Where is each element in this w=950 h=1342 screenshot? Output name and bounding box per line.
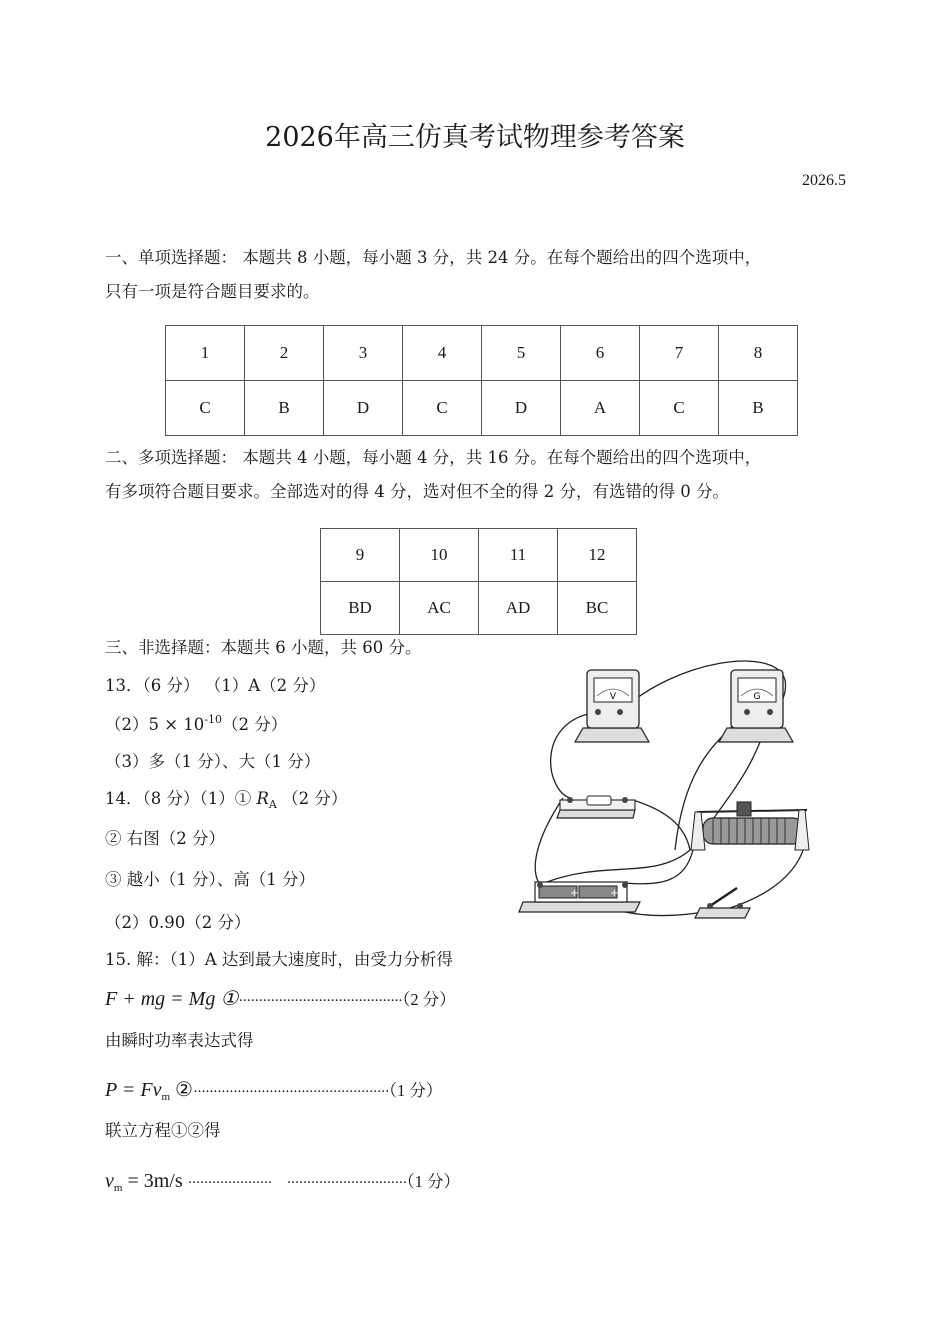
table-row-numbers	[166, 326, 798, 381]
question-number: 10	[400, 529, 479, 582]
answer-cell: BC	[558, 582, 637, 635]
equation-3-dots-1: ·····················	[187, 1175, 272, 1191]
q13-answer-2-suffix: （2 分）	[222, 715, 288, 734]
equation-3-subscript: m	[113, 1182, 123, 1194]
answer-cell: C	[403, 381, 482, 436]
question-number: 9	[321, 529, 400, 582]
section2-line1: 二、多项选择题： 本题共 4 小题，每小题 4 分，共 16 分。在每个题给出的四个选项中，	[105, 448, 762, 467]
question-number: 11	[479, 529, 558, 582]
table-row-answers	[166, 381, 798, 436]
section3-heading: 三、非选择题：本题共 6 小题，共 60 分。	[105, 638, 422, 657]
answer-cell: D	[324, 381, 403, 436]
galvanometer-label: G	[753, 692, 761, 702]
equation-3	[105, 1168, 460, 1194]
equation-3-rest: = 3m/s	[122, 1170, 188, 1192]
question-number: 12	[558, 529, 637, 582]
wire	[615, 850, 693, 884]
equation-2-mark: ②	[170, 1079, 193, 1101]
q13-answer-2-prefix: （2）5 × 10	[105, 715, 205, 734]
question-number: 6	[561, 326, 640, 381]
answer-cell: D	[482, 381, 561, 436]
q14-answer-1-prefix: 14．（8 分）（1）①	[105, 789, 257, 808]
equation-2-main: P = Fv	[105, 1079, 162, 1101]
answer-cell: C	[640, 381, 719, 436]
equation-3-dots-2: ······························	[286, 1175, 407, 1191]
question-number: 1	[166, 326, 245, 381]
battery-box	[519, 882, 640, 912]
switch	[695, 888, 750, 918]
question-number: 4	[403, 326, 482, 381]
table-row-answers	[321, 582, 637, 635]
equation-1-text: F + mg = Mg ①	[105, 988, 239, 1010]
power-expression-text: 由瞬时功率表达式得	[105, 1031, 254, 1050]
question-number: 7	[640, 326, 719, 381]
q14-answer-4: （2）0.90（2 分）	[105, 913, 251, 932]
question-number: 3	[324, 326, 403, 381]
table-row-numbers	[321, 529, 637, 582]
plus-icon: +	[570, 888, 579, 899]
section1-answer-table	[165, 325, 798, 436]
page-title: 2026年高三仿真考试物理参考答案	[265, 122, 685, 153]
section2-instructions	[105, 441, 761, 509]
question-number: 2	[245, 326, 324, 381]
q14-answer-3: ③ 越小（1 分）、高（1 分）	[105, 870, 315, 889]
answer-cell: BD	[321, 582, 400, 635]
q13-exponent: -10	[204, 713, 223, 726]
q14-answer-2: ② 右图（2 分）	[105, 829, 225, 848]
answer-cell: AC	[400, 582, 479, 635]
section2-answer-table	[320, 528, 637, 635]
resistor-board	[557, 796, 635, 818]
plus-icon: +	[610, 888, 619, 899]
wire	[633, 800, 690, 850]
equation-1	[105, 986, 456, 1011]
answer-cell: AD	[479, 582, 558, 635]
rheostat	[691, 802, 809, 850]
question-number: 5	[482, 326, 561, 381]
circuit-diagram	[515, 650, 815, 920]
section1-instructions	[105, 241, 761, 309]
q14-resistor-subscript: A	[268, 798, 277, 811]
combine-text: 联立方程①②得	[105, 1121, 221, 1140]
equation-1-dots: ·········································	[238, 993, 403, 1009]
equation-2-dots: ·················································	[192, 1084, 389, 1100]
q13-answer-1: 13．（6 分） （1）A（2 分）	[105, 676, 326, 695]
answer-cell: B	[245, 381, 324, 436]
q14-resistor-symbol: R	[256, 789, 269, 808]
equation-1-score: （2 分）	[402, 990, 456, 1009]
section1-line2: 只有一项是符合题目要求的。	[105, 282, 320, 301]
equation-3-v: v	[105, 1170, 114, 1192]
wire	[547, 850, 690, 882]
equation-2	[105, 1077, 442, 1103]
equation-2-score: （1 分）	[388, 1081, 443, 1100]
q13-answer-2	[105, 711, 287, 735]
voltmeter-label: V	[609, 692, 617, 702]
answer-cell: B	[719, 381, 798, 436]
equation-2-subscript: m	[161, 1091, 171, 1103]
voltmeter	[575, 670, 649, 742]
answer-cell: C	[166, 381, 245, 436]
q14-answer-1-suffix: （2 分）	[276, 789, 348, 808]
question-number: 8	[719, 326, 798, 381]
section1-line1: 一、单项选择题： 本题共 8 小题，每小题 3 分，共 24 分。在每个题给出的四个选项中，	[105, 248, 762, 267]
section2-line2: 有多项符合题目要求。全部选对的得 4 分，选对但不全的得 2 分，有选错的得 0 分。	[105, 482, 729, 501]
q15-intro: 15. 解：（1）A 达到最大速度时，由受力分析得	[105, 950, 453, 969]
exam-date: 2026.5	[802, 172, 846, 189]
q14-answer-1	[105, 785, 347, 811]
q13-answer-3: （3）多（1 分）、大（1 分）	[105, 752, 321, 771]
answer-cell: A	[561, 381, 640, 436]
equation-3-score: （1 分）	[406, 1172, 461, 1191]
wire	[535, 798, 563, 885]
galvanometer	[719, 670, 793, 742]
